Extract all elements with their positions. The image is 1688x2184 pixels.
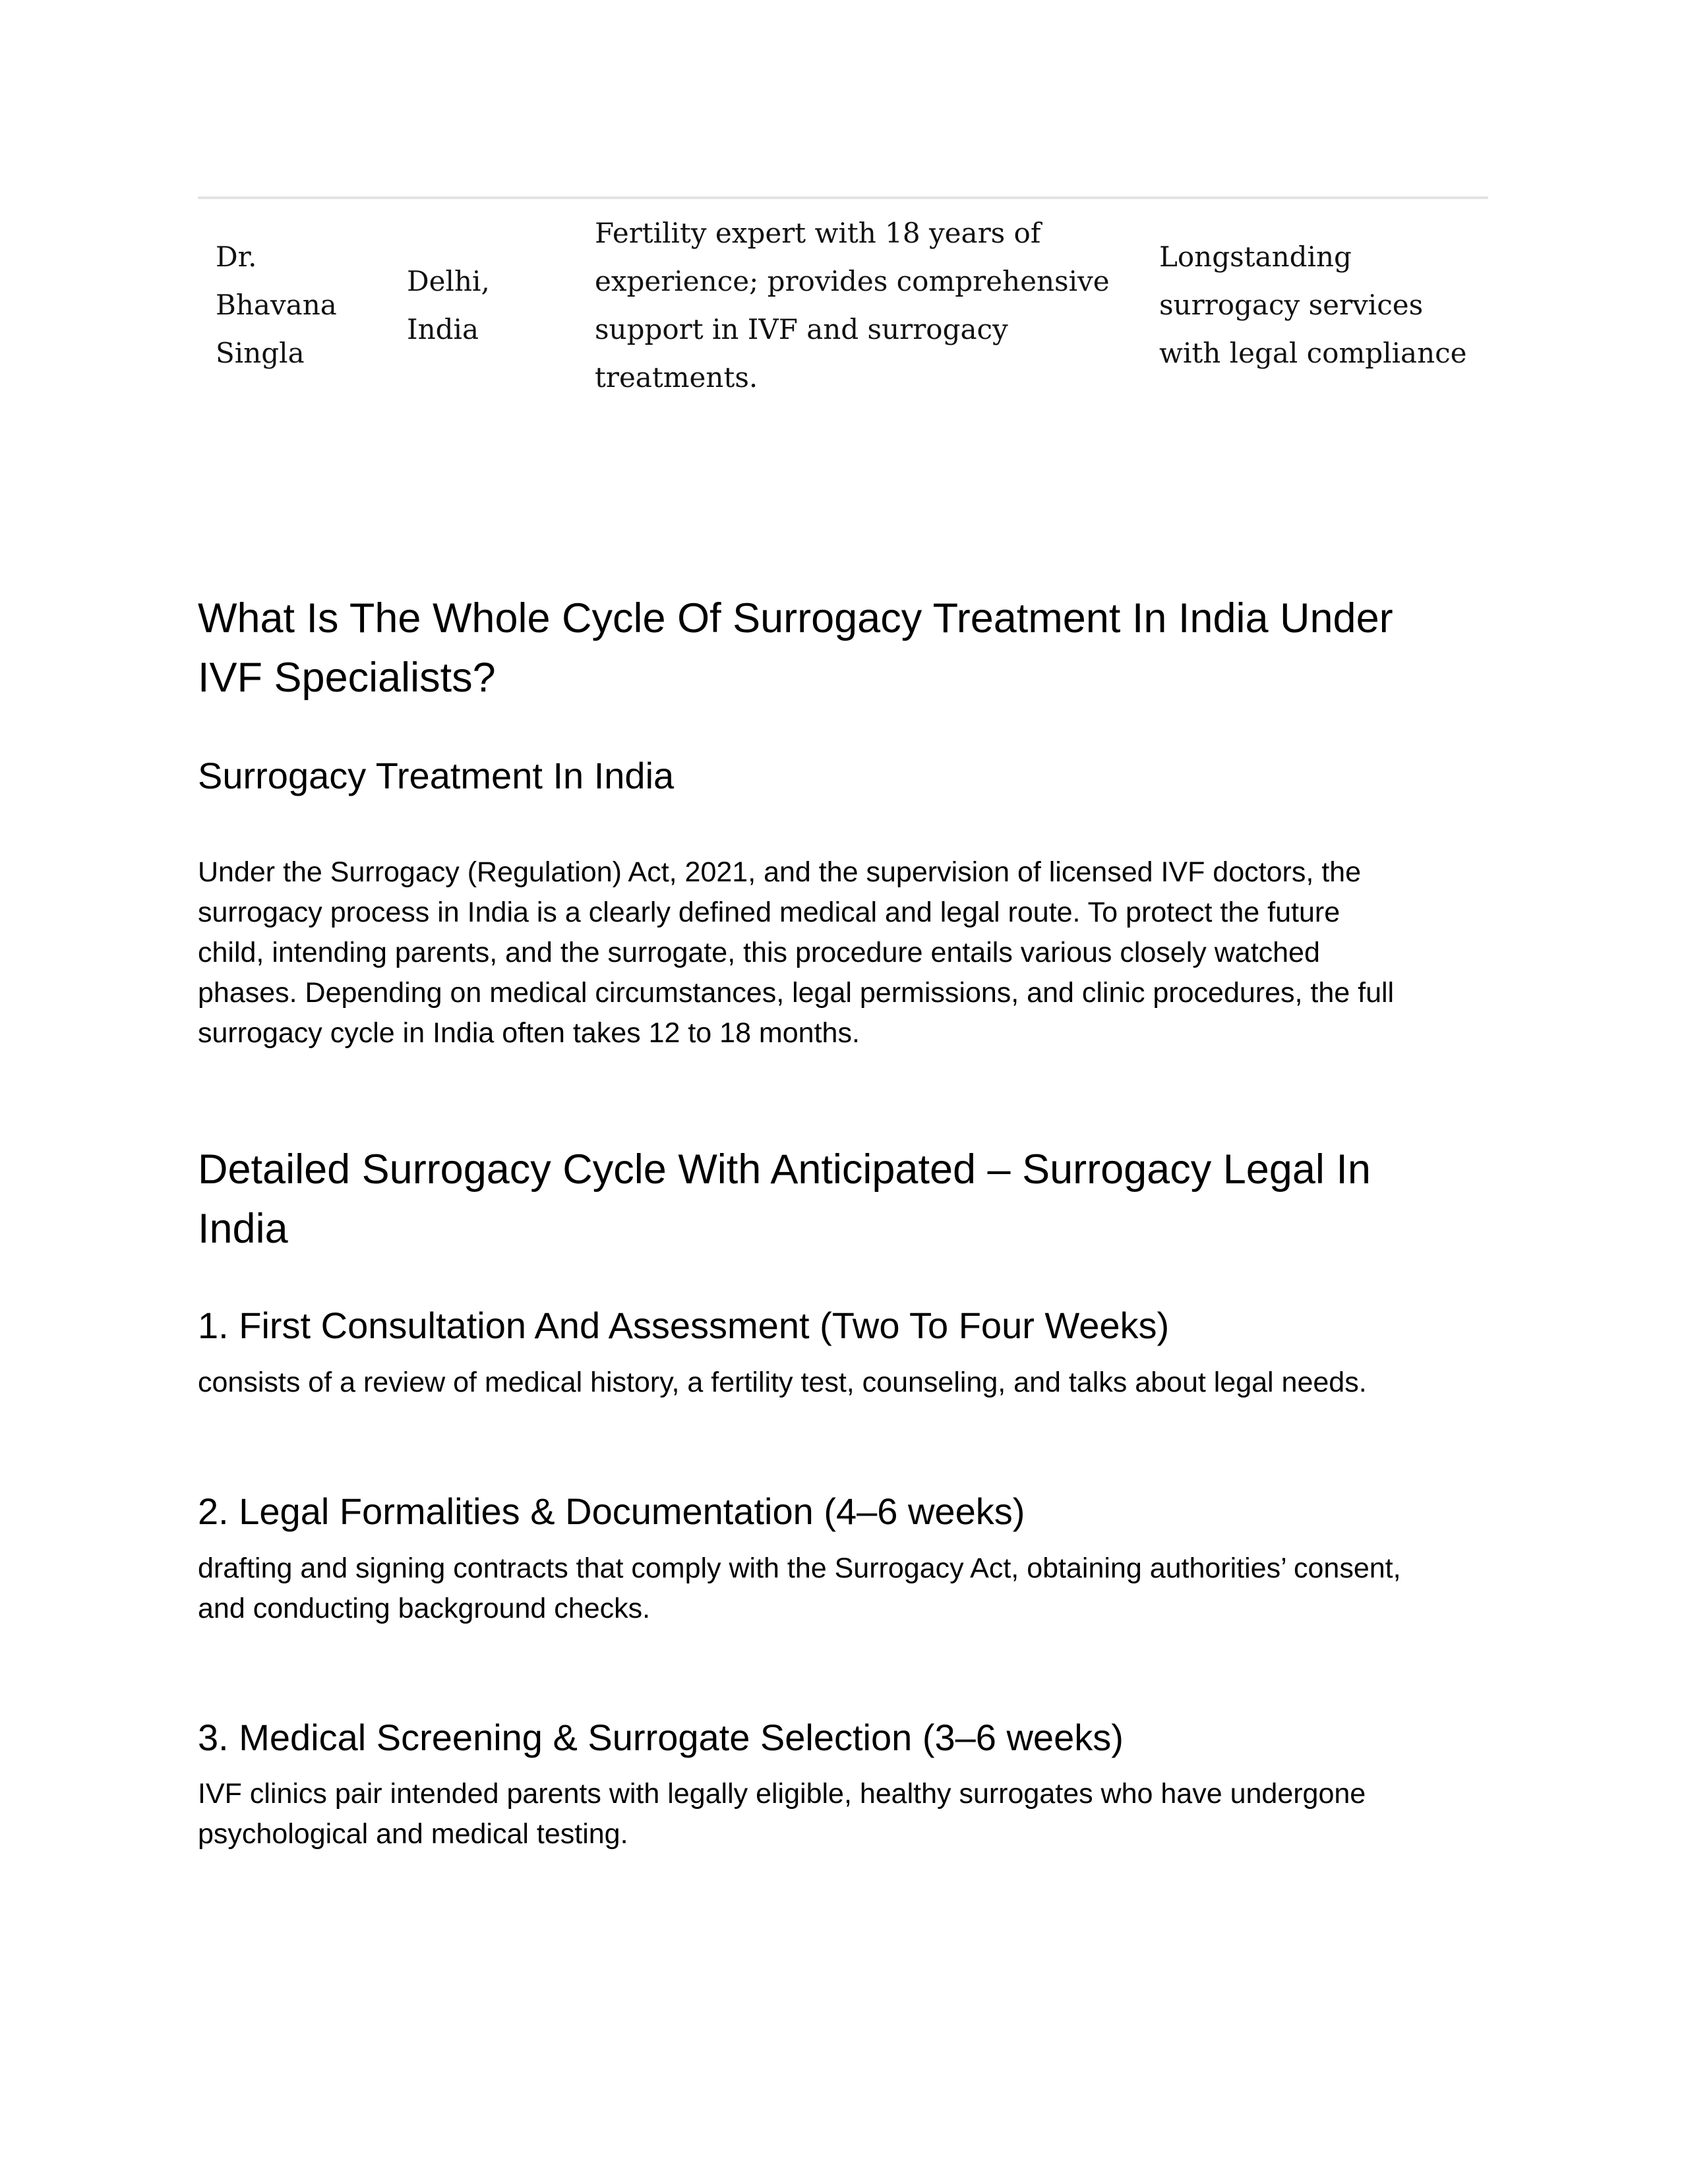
- cycle-heading: [198, 589, 1393, 707]
- description-line: Fertility expert with 18 years of: [595, 217, 1041, 249]
- step-3-body-line: psychological and medical testing.: [198, 1818, 628, 1850]
- treatment-heading: Surrogacy Treatment In India: [198, 755, 675, 796]
- description-line: support in IVF and surrogacy: [595, 313, 1008, 345]
- table-top-border: [198, 196, 1488, 199]
- description-cell: [595, 209, 1110, 401]
- location-line: India: [407, 313, 479, 345]
- step-3-body: [198, 1774, 1366, 1854]
- doctor-name-line: Singla: [216, 337, 305, 369]
- step-1-body-line: consists of a review of medical history, a fertility test, counseling, and talks about legal needs.: [198, 1367, 1367, 1398]
- intro-line: Under the Surrogacy (Regulation) Act, 2021, and the supervision of licensed IVF doctors, the: [198, 856, 1361, 888]
- intro-line: child, intending parents, and the surrogate, this procedure entails various closely watched: [198, 937, 1320, 968]
- step-1-heading: 1. First Consultation And Assessment (Two To Four Weeks): [198, 1305, 1170, 1346]
- cycle-heading-line: IVF Specialists?: [198, 655, 496, 701]
- step-2-heading: 2. Legal Formalities & Documentation (4–6 weeks): [198, 1490, 1025, 1532]
- location-line: Delhi,: [407, 265, 490, 297]
- step-2-body: [198, 1549, 1401, 1629]
- location-cell: [407, 257, 490, 353]
- detail-heading-line: Detailed Surrogacy Cycle With Anticipated – Surrogacy Legal In: [198, 1146, 1371, 1193]
- doctor-name-cell: [216, 233, 337, 377]
- doctor-name-line: Dr.: [216, 241, 257, 273]
- step-3-body-line: IVF clinics pair intended parents with legally eligible, healthy surrogates who have undergone: [198, 1778, 1366, 1810]
- highlight-cell: [1159, 233, 1467, 377]
- step-2-body-line: drafting and signing contracts that comply with the Surrogacy Act, obtaining authorities’ consent,: [198, 1552, 1401, 1584]
- intro-line: surrogacy cycle in India often takes 12 to 18 months.: [198, 1017, 860, 1049]
- step-2-body-line: and conducting background checks.: [198, 1593, 651, 1624]
- detail-heading: [198, 1140, 1371, 1258]
- intro-line: phases. Depending on medical circumstances, legal permissions, and clinic procedures, the full: [198, 977, 1395, 1009]
- description-line: experience; provides comprehensive: [595, 265, 1110, 297]
- step-3-heading: 3. Medical Screening & Surrogate Selection (3–6 weeks): [198, 1717, 1124, 1758]
- intro-paragraph: [198, 852, 1394, 1053]
- highlight-line: with legal compliance: [1159, 337, 1467, 369]
- step-1-body: [198, 1363, 1367, 1403]
- highlight-line: Longstanding: [1159, 241, 1352, 273]
- highlight-line: surrogacy services: [1159, 289, 1424, 321]
- doctor-name-line: Bhavana: [216, 289, 337, 321]
- detail-heading-line: India: [198, 1206, 288, 1252]
- intro-line: surrogacy process in India is a clearly defined medical and legal route. To protect the future: [198, 897, 1341, 928]
- cycle-heading-line: What Is The Whole Cycle Of Surrogacy Treatment In India Under: [198, 595, 1393, 641]
- description-line: treatments.: [595, 361, 758, 394]
